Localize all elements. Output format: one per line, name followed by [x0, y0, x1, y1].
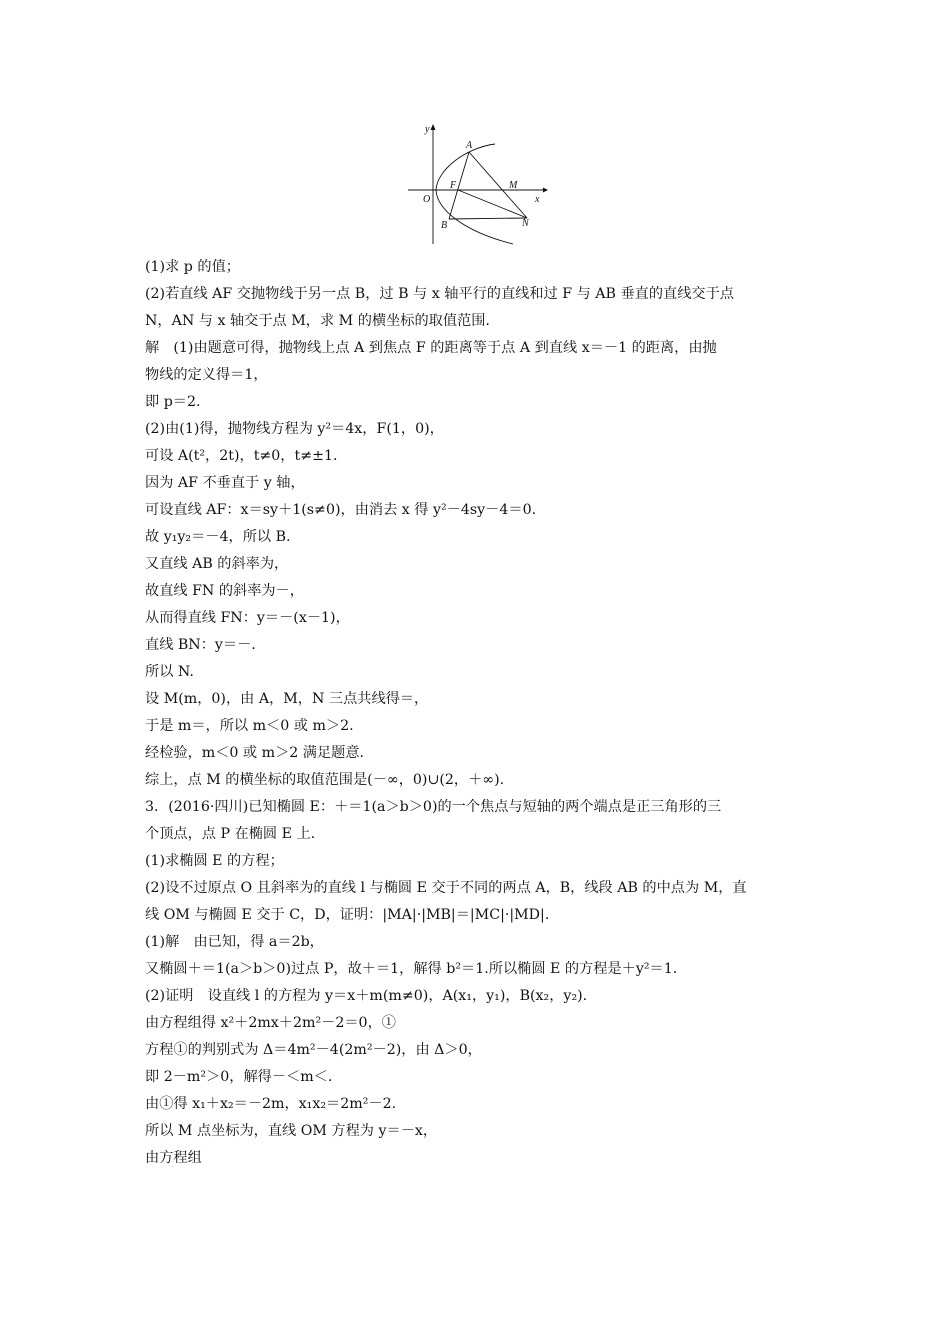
- text-line: 线 OM 与椭圆 E 交于 C，D，证明：|MA|·|MB|＝|MC|·|MD|.: [145, 907, 550, 923]
- x-axis-arrow: [543, 188, 548, 193]
- text-line: 又直线 AB 的斜率为，: [145, 556, 289, 572]
- text-line: 即 2－m²＞0，解得－＜m＜.: [145, 1069, 333, 1085]
- text-line: (2)由(1)得，抛物线方程为 y²＝4x，F(1，0)，: [145, 421, 444, 437]
- text-line: 方程①的判别式为 Δ＝4m²－4(2m²－2)，由 Δ＞0，: [145, 1042, 482, 1058]
- label-f: F: [450, 180, 457, 191]
- text-line: 个顶点，点 P 在椭圆 E 上.: [145, 826, 316, 842]
- text-line: 经检验，m＜0 或 m＞2 满足题意.: [145, 745, 365, 761]
- text-line: 设 M(m，0)，由 A，M，N 三点共线得＝，: [145, 691, 429, 707]
- text-line: 故直线 FN 的斜率为－，: [145, 583, 304, 599]
- parabola-curve: [436, 144, 513, 244]
- text-line: (2)设不过原点 O 且斜率为的直线 l 与椭圆 E 交于不同的两点 A，B，线段 AB 的中点为 M，直: [145, 880, 747, 896]
- text-line: 所以 N.: [145, 664, 194, 680]
- text-line: 所以 M 点坐标为，直线 OM 方程为 y＝－x，: [145, 1123, 438, 1139]
- label-b: B: [441, 220, 448, 231]
- text-line: 可设 A(t²，2t)，t≠0，t≠±1.: [145, 448, 338, 464]
- text-line: (1)求椭圆 E 的方程；: [145, 853, 284, 869]
- text-line: 直线 BN：y＝－.: [145, 637, 256, 653]
- label-y: y: [425, 124, 430, 135]
- parabola-diagram: [405, 118, 555, 248]
- text-line: 由方程组得 x²＋2mx＋2m²－2＝0，①: [145, 1015, 396, 1031]
- text-line: 物线的定义得＝1，: [145, 367, 268, 383]
- text-line: (1)求 p 的值；: [145, 259, 240, 275]
- text-line: 3．(2016·四川)已知椭圆 E：＋＝1(a＞b＞0)的一个焦点与短轴的两个端点是正三角形的三: [145, 799, 722, 815]
- line-an: [469, 152, 527, 218]
- text-line: 解 (1)由题意可得，抛物线上点 A 到焦点 F 的距离等于点 A 到直线 x＝－1 的距离，由抛: [145, 340, 717, 356]
- label-n: N: [522, 218, 529, 229]
- label-m: M: [509, 180, 518, 191]
- label-a: A: [466, 140, 473, 151]
- text-line: (2)证明 设直线 l 的方程为 y＝x＋m(m≠0)，A(x₁，y₁)，B(x₂，y₂).: [145, 988, 588, 1004]
- text-line: 综上，点 M 的横坐标的取值范围是(－∞，0)∪(2，＋∞).: [145, 772, 505, 788]
- text-line: 从而得直线 FN：y＝－(x－1)，: [145, 610, 350, 626]
- parabola-figure: [405, 118, 555, 248]
- text-line: 即 p＝2.: [145, 394, 201, 410]
- text-line: (1)解 由已知，得 a＝2b，: [145, 934, 324, 950]
- text-line: 于是 m＝，所以 m＜0 或 m＞2.: [145, 718, 354, 734]
- y-axis-arrow: [431, 124, 436, 130]
- text-line: 故 y₁y₂＝－4，所以 B.: [145, 529, 291, 545]
- text-line: 因为 AF 不垂直于 y 轴，: [145, 475, 305, 491]
- text-line: 可设直线 AF：x＝sy＋1(s≠0)，由消去 x 得 y²－4sy－4＝0.: [145, 502, 537, 518]
- label-o: O: [423, 194, 431, 205]
- text-line: (2)若直线 AF 交抛物线于另一点 B，过 B 与 x 轴平行的直线和过 F 与 AB 垂直的直线交于点: [145, 286, 734, 302]
- solution-text: [145, 254, 815, 1172]
- line-bn: [449, 218, 527, 219]
- text-line: 由方程组: [145, 1150, 202, 1166]
- line-fn: [458, 190, 527, 218]
- label-x: x: [535, 194, 540, 205]
- text-line: N，AN 与 x 轴交于点 M，求 M 的横坐标的取值范围.: [145, 313, 490, 329]
- text-line: 由①得 x₁＋x₂＝－2m，x₁x₂＝2m²－2.: [145, 1096, 397, 1112]
- text-line: 又椭圆＋＝1(a＞b＞0)过点 P，故＋＝1，解得 b²＝1.所以椭圆 E 的方程是＋y²＝1.: [145, 961, 678, 977]
